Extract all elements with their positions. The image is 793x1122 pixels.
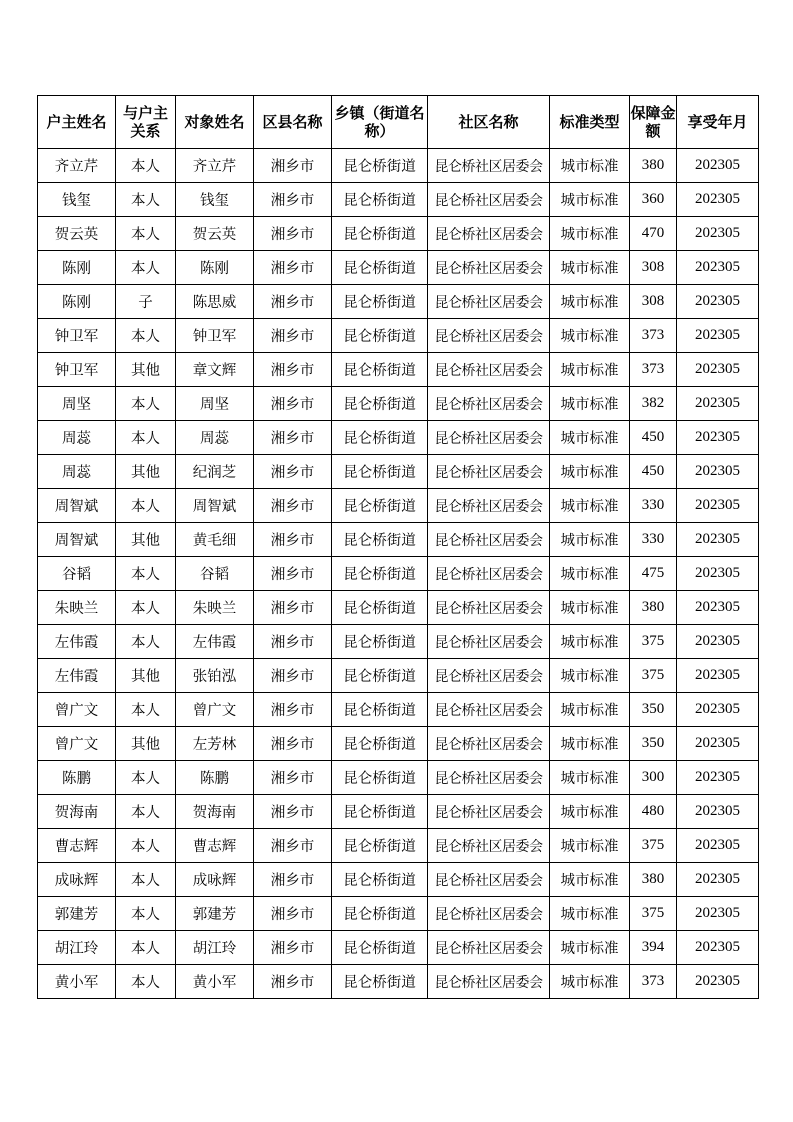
cell-community: 昆仑桥社区居委会 [428, 319, 550, 353]
cell-standard-type: 城市标准 [550, 863, 630, 897]
cell-householder-name: 左伟霞 [38, 625, 116, 659]
cell-town: 昆仑桥街道 [332, 319, 428, 353]
cell-town: 昆仑桥街道 [332, 353, 428, 387]
cell-amount: 475 [630, 557, 677, 591]
cell-householder-name: 周智斌 [38, 523, 116, 557]
cell-recipient-name: 谷韬 [176, 557, 254, 591]
cell-county: 湘乡市 [254, 693, 332, 727]
cell-amount: 373 [630, 319, 677, 353]
cell-standard-type: 城市标准 [550, 557, 630, 591]
cell-county: 湘乡市 [254, 455, 332, 489]
cell-amount: 330 [630, 489, 677, 523]
cell-town: 昆仑桥街道 [332, 625, 428, 659]
cell-householder-name: 曹志辉 [38, 829, 116, 863]
cell-amount: 375 [630, 659, 677, 693]
cell-standard-type: 城市标准 [550, 693, 630, 727]
table-row [38, 591, 759, 625]
cell-standard-type: 城市标准 [550, 421, 630, 455]
table-row [38, 353, 759, 387]
header-community: 社区名称 [428, 96, 550, 149]
cell-recipient-name: 陈鹏 [176, 761, 254, 795]
table-row [38, 523, 759, 557]
cell-amount: 350 [630, 693, 677, 727]
cell-town: 昆仑桥街道 [332, 795, 428, 829]
cell-recipient-name: 左伟霞 [176, 625, 254, 659]
cell-relation: 其他 [116, 659, 176, 693]
header-householder-name: 户主姓名 [38, 96, 116, 149]
cell-relation: 本人 [116, 693, 176, 727]
cell-recipient-name: 左芳林 [176, 727, 254, 761]
cell-county: 湘乡市 [254, 557, 332, 591]
cell-month: 202305 [677, 455, 759, 489]
cell-community: 昆仑桥社区居委会 [428, 557, 550, 591]
cell-community: 昆仑桥社区居委会 [428, 931, 550, 965]
cell-recipient-name: 章文辉 [176, 353, 254, 387]
cell-householder-name: 贺海南 [38, 795, 116, 829]
cell-relation: 其他 [116, 455, 176, 489]
header-town: 乡镇（街道名称） [332, 96, 428, 149]
cell-month: 202305 [677, 863, 759, 897]
table-row [38, 863, 759, 897]
cell-standard-type: 城市标准 [550, 251, 630, 285]
cell-householder-name: 左伟霞 [38, 659, 116, 693]
cell-month: 202305 [677, 931, 759, 965]
cell-community: 昆仑桥社区居委会 [428, 421, 550, 455]
cell-county: 湘乡市 [254, 523, 332, 557]
table-row [38, 455, 759, 489]
cell-community: 昆仑桥社区居委会 [428, 387, 550, 421]
cell-county: 湘乡市 [254, 251, 332, 285]
cell-recipient-name: 贺云英 [176, 217, 254, 251]
cell-standard-type: 城市标准 [550, 489, 630, 523]
cell-householder-name: 周坚 [38, 387, 116, 421]
cell-householder-name: 陈刚 [38, 251, 116, 285]
cell-month: 202305 [677, 795, 759, 829]
cell-month: 202305 [677, 183, 759, 217]
cell-month: 202305 [677, 659, 759, 693]
cell-recipient-name: 胡江玲 [176, 931, 254, 965]
cell-town: 昆仑桥街道 [332, 183, 428, 217]
header-standard-type: 标准类型 [550, 96, 630, 149]
cell-town: 昆仑桥街道 [332, 455, 428, 489]
cell-amount: 300 [630, 761, 677, 795]
cell-householder-name: 周蕊 [38, 421, 116, 455]
cell-month: 202305 [677, 693, 759, 727]
cell-relation: 其他 [116, 353, 176, 387]
cell-relation: 本人 [116, 965, 176, 999]
cell-relation: 本人 [116, 795, 176, 829]
cell-householder-name: 胡江玲 [38, 931, 116, 965]
cell-month: 202305 [677, 149, 759, 183]
cell-standard-type: 城市标准 [550, 659, 630, 693]
cell-county: 湘乡市 [254, 931, 332, 965]
cell-county: 湘乡市 [254, 285, 332, 319]
cell-relation: 本人 [116, 183, 176, 217]
table-row [38, 965, 759, 999]
cell-community: 昆仑桥社区居委会 [428, 455, 550, 489]
table-header-row [38, 96, 759, 149]
cell-town: 昆仑桥街道 [332, 523, 428, 557]
cell-standard-type: 城市标准 [550, 183, 630, 217]
cell-community: 昆仑桥社区居委会 [428, 149, 550, 183]
cell-town: 昆仑桥街道 [332, 251, 428, 285]
cell-recipient-name: 黄小军 [176, 965, 254, 999]
cell-standard-type: 城市标准 [550, 319, 630, 353]
table-body [38, 149, 759, 999]
cell-month: 202305 [677, 829, 759, 863]
cell-month: 202305 [677, 897, 759, 931]
cell-community: 昆仑桥社区居委会 [428, 217, 550, 251]
table-row [38, 829, 759, 863]
table-row [38, 693, 759, 727]
cell-standard-type: 城市标准 [550, 829, 630, 863]
cell-county: 湘乡市 [254, 319, 332, 353]
table-row [38, 625, 759, 659]
subsidy-roster-table [37, 95, 759, 999]
cell-recipient-name: 陈刚 [176, 251, 254, 285]
cell-town: 昆仑桥街道 [332, 829, 428, 863]
cell-relation: 子 [116, 285, 176, 319]
cell-month: 202305 [677, 557, 759, 591]
cell-recipient-name: 陈思威 [176, 285, 254, 319]
cell-town: 昆仑桥街道 [332, 489, 428, 523]
cell-month: 202305 [677, 625, 759, 659]
table-row [38, 795, 759, 829]
cell-amount: 375 [630, 897, 677, 931]
cell-community: 昆仑桥社区居委会 [428, 523, 550, 557]
cell-amount: 308 [630, 251, 677, 285]
table-row [38, 285, 759, 319]
table-row [38, 727, 759, 761]
cell-standard-type: 城市标准 [550, 387, 630, 421]
cell-town: 昆仑桥街道 [332, 421, 428, 455]
cell-month: 202305 [677, 285, 759, 319]
cell-householder-name: 黄小军 [38, 965, 116, 999]
cell-recipient-name: 钱玺 [176, 183, 254, 217]
table-row [38, 421, 759, 455]
cell-town: 昆仑桥街道 [332, 591, 428, 625]
cell-town: 昆仑桥街道 [332, 897, 428, 931]
cell-relation: 本人 [116, 897, 176, 931]
cell-community: 昆仑桥社区居委会 [428, 795, 550, 829]
cell-amount: 375 [630, 625, 677, 659]
cell-relation: 本人 [116, 625, 176, 659]
cell-town: 昆仑桥街道 [332, 693, 428, 727]
cell-community: 昆仑桥社区居委会 [428, 625, 550, 659]
table-row [38, 761, 759, 795]
cell-recipient-name: 钟卫军 [176, 319, 254, 353]
cell-recipient-name: 贺海南 [176, 795, 254, 829]
cell-town: 昆仑桥街道 [332, 285, 428, 319]
cell-amount: 380 [630, 149, 677, 183]
cell-amount: 380 [630, 863, 677, 897]
cell-town: 昆仑桥街道 [332, 217, 428, 251]
cell-amount: 380 [630, 591, 677, 625]
cell-householder-name: 齐立芹 [38, 149, 116, 183]
cell-relation: 本人 [116, 149, 176, 183]
table-row [38, 557, 759, 591]
cell-town: 昆仑桥街道 [332, 965, 428, 999]
cell-town: 昆仑桥街道 [332, 727, 428, 761]
cell-recipient-name: 周坚 [176, 387, 254, 421]
cell-amount: 308 [630, 285, 677, 319]
cell-county: 湘乡市 [254, 387, 332, 421]
cell-amount: 470 [630, 217, 677, 251]
cell-county: 湘乡市 [254, 897, 332, 931]
cell-householder-name: 朱映兰 [38, 591, 116, 625]
cell-month: 202305 [677, 353, 759, 387]
cell-amount: 480 [630, 795, 677, 829]
cell-month: 202305 [677, 319, 759, 353]
cell-month: 202305 [677, 251, 759, 285]
cell-householder-name: 陈刚 [38, 285, 116, 319]
cell-month: 202305 [677, 727, 759, 761]
cell-amount: 375 [630, 829, 677, 863]
cell-householder-name: 成咏辉 [38, 863, 116, 897]
cell-recipient-name: 黄毛细 [176, 523, 254, 557]
cell-town: 昆仑桥街道 [332, 761, 428, 795]
cell-county: 湘乡市 [254, 965, 332, 999]
cell-month: 202305 [677, 387, 759, 421]
cell-householder-name: 周智斌 [38, 489, 116, 523]
cell-month: 202305 [677, 591, 759, 625]
cell-county: 湘乡市 [254, 489, 332, 523]
header-county: 区县名称 [254, 96, 332, 149]
cell-relation: 本人 [116, 863, 176, 897]
cell-community: 昆仑桥社区居委会 [428, 353, 550, 387]
cell-householder-name: 钟卫军 [38, 353, 116, 387]
table-row [38, 149, 759, 183]
cell-recipient-name: 曾广文 [176, 693, 254, 727]
cell-relation: 本人 [116, 387, 176, 421]
cell-town: 昆仑桥街道 [332, 931, 428, 965]
cell-recipient-name: 周智斌 [176, 489, 254, 523]
cell-relation: 本人 [116, 931, 176, 965]
table-row [38, 387, 759, 421]
cell-community: 昆仑桥社区居委会 [428, 659, 550, 693]
table-row [38, 931, 759, 965]
cell-town: 昆仑桥街道 [332, 149, 428, 183]
cell-community: 昆仑桥社区居委会 [428, 251, 550, 285]
cell-month: 202305 [677, 421, 759, 455]
cell-householder-name: 钟卫军 [38, 319, 116, 353]
cell-standard-type: 城市标准 [550, 931, 630, 965]
cell-relation: 本人 [116, 217, 176, 251]
cell-standard-type: 城市标准 [550, 149, 630, 183]
cell-recipient-name: 成咏辉 [176, 863, 254, 897]
cell-county: 湘乡市 [254, 829, 332, 863]
cell-community: 昆仑桥社区居委会 [428, 863, 550, 897]
cell-county: 湘乡市 [254, 761, 332, 795]
cell-standard-type: 城市标准 [550, 455, 630, 489]
cell-community: 昆仑桥社区居委会 [428, 285, 550, 319]
cell-community: 昆仑桥社区居委会 [428, 761, 550, 795]
cell-standard-type: 城市标准 [550, 625, 630, 659]
cell-householder-name: 贺云英 [38, 217, 116, 251]
cell-householder-name: 郭建芳 [38, 897, 116, 931]
table-row [38, 659, 759, 693]
header-recipient-name: 对象姓名 [176, 96, 254, 149]
cell-county: 湘乡市 [254, 625, 332, 659]
cell-householder-name: 钱玺 [38, 183, 116, 217]
cell-county: 湘乡市 [254, 353, 332, 387]
cell-amount: 350 [630, 727, 677, 761]
cell-standard-type: 城市标准 [550, 761, 630, 795]
cell-county: 湘乡市 [254, 727, 332, 761]
header-month: 享受年月 [677, 96, 759, 149]
cell-standard-type: 城市标准 [550, 727, 630, 761]
cell-county: 湘乡市 [254, 863, 332, 897]
cell-town: 昆仑桥街道 [332, 863, 428, 897]
cell-householder-name: 陈鹏 [38, 761, 116, 795]
cell-town: 昆仑桥街道 [332, 387, 428, 421]
cell-recipient-name: 朱映兰 [176, 591, 254, 625]
cell-recipient-name: 周蕊 [176, 421, 254, 455]
cell-relation: 本人 [116, 591, 176, 625]
cell-community: 昆仑桥社区居委会 [428, 489, 550, 523]
table-row [38, 319, 759, 353]
cell-recipient-name: 郭建芳 [176, 897, 254, 931]
cell-amount: 394 [630, 931, 677, 965]
cell-county: 湘乡市 [254, 183, 332, 217]
cell-relation: 本人 [116, 489, 176, 523]
cell-county: 湘乡市 [254, 591, 332, 625]
cell-amount: 373 [630, 965, 677, 999]
cell-standard-type: 城市标准 [550, 965, 630, 999]
cell-month: 202305 [677, 489, 759, 523]
cell-householder-name: 谷韬 [38, 557, 116, 591]
cell-standard-type: 城市标准 [550, 897, 630, 931]
table-row [38, 897, 759, 931]
cell-relation: 其他 [116, 727, 176, 761]
cell-community: 昆仑桥社区居委会 [428, 183, 550, 217]
cell-householder-name: 周蕊 [38, 455, 116, 489]
cell-county: 湘乡市 [254, 421, 332, 455]
cell-town: 昆仑桥街道 [332, 659, 428, 693]
cell-month: 202305 [677, 523, 759, 557]
cell-amount: 330 [630, 523, 677, 557]
cell-relation: 其他 [116, 523, 176, 557]
cell-community: 昆仑桥社区居委会 [428, 727, 550, 761]
cell-recipient-name: 曹志辉 [176, 829, 254, 863]
cell-amount: 382 [630, 387, 677, 421]
header-amount: 保障金额 [630, 96, 677, 149]
cell-month: 202305 [677, 761, 759, 795]
cell-amount: 360 [630, 183, 677, 217]
table-row [38, 489, 759, 523]
cell-relation: 本人 [116, 421, 176, 455]
cell-recipient-name: 张铂泓 [176, 659, 254, 693]
cell-standard-type: 城市标准 [550, 217, 630, 251]
cell-relation: 本人 [116, 557, 176, 591]
cell-householder-name: 曾广文 [38, 727, 116, 761]
cell-county: 湘乡市 [254, 795, 332, 829]
cell-recipient-name: 纪润芝 [176, 455, 254, 489]
cell-standard-type: 城市标准 [550, 285, 630, 319]
cell-county: 湘乡市 [254, 149, 332, 183]
cell-relation: 本人 [116, 829, 176, 863]
cell-amount: 450 [630, 455, 677, 489]
cell-householder-name: 曾广文 [38, 693, 116, 727]
cell-month: 202305 [677, 965, 759, 999]
cell-community: 昆仑桥社区居委会 [428, 965, 550, 999]
cell-standard-type: 城市标准 [550, 353, 630, 387]
cell-relation: 本人 [116, 319, 176, 353]
cell-county: 湘乡市 [254, 659, 332, 693]
table-row [38, 183, 759, 217]
cell-relation: 本人 [116, 761, 176, 795]
cell-town: 昆仑桥街道 [332, 557, 428, 591]
cell-amount: 450 [630, 421, 677, 455]
table-row [38, 251, 759, 285]
table-row [38, 217, 759, 251]
cell-relation: 本人 [116, 251, 176, 285]
cell-standard-type: 城市标准 [550, 523, 630, 557]
cell-community: 昆仑桥社区居委会 [428, 591, 550, 625]
cell-community: 昆仑桥社区居委会 [428, 897, 550, 931]
header-relation: 与户主关系 [116, 96, 176, 149]
cell-county: 湘乡市 [254, 217, 332, 251]
cell-month: 202305 [677, 217, 759, 251]
cell-recipient-name: 齐立芹 [176, 149, 254, 183]
cell-community: 昆仑桥社区居委会 [428, 693, 550, 727]
cell-standard-type: 城市标准 [550, 795, 630, 829]
cell-amount: 373 [630, 353, 677, 387]
cell-standard-type: 城市标准 [550, 591, 630, 625]
cell-community: 昆仑桥社区居委会 [428, 829, 550, 863]
